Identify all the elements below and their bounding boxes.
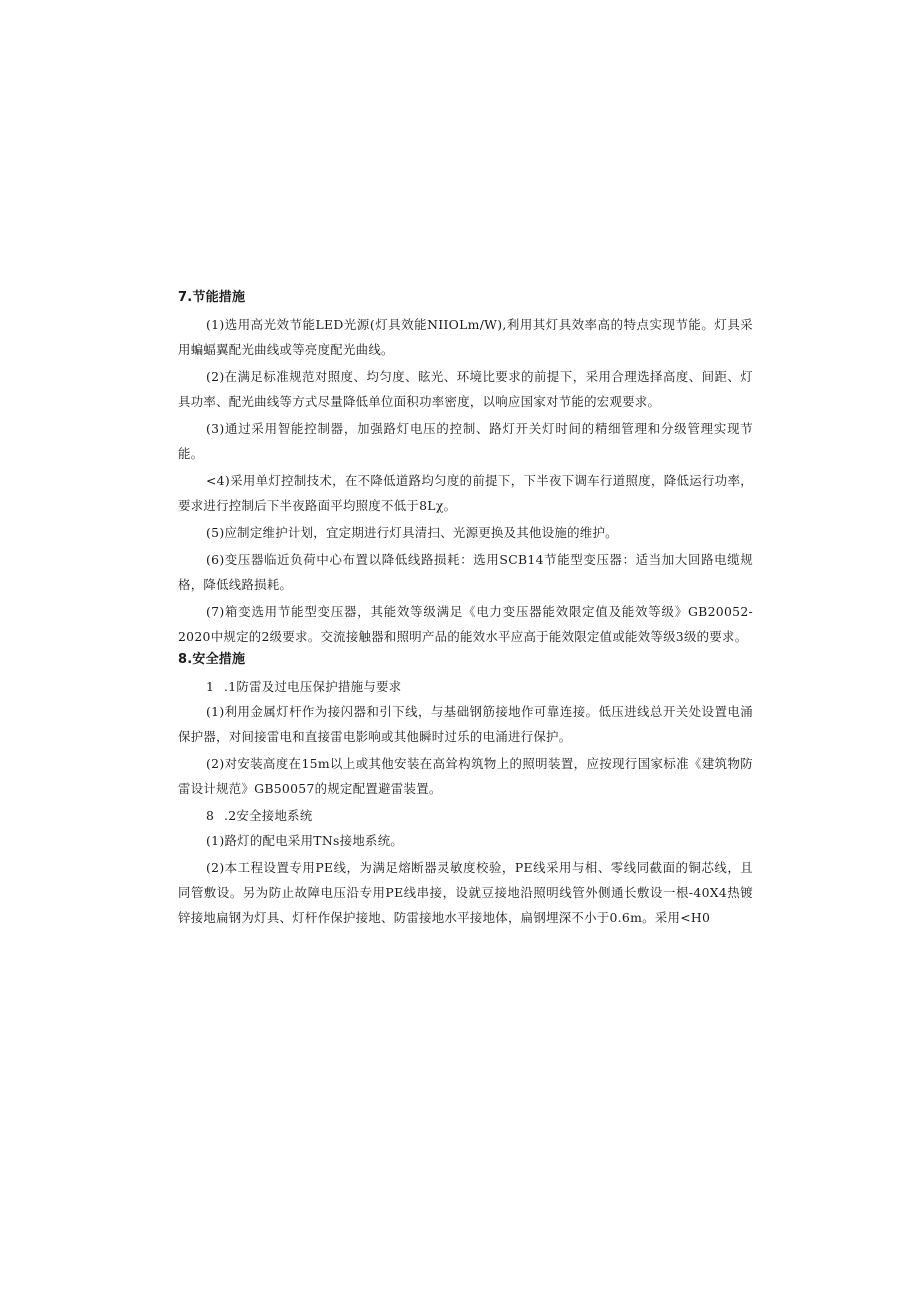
subsection-8-1-number: 1 <box>206 679 215 694</box>
subsection-8-1-title <box>178 674 753 699</box>
subsection-8-2-label: .2安全接地系统 <box>224 808 313 823</box>
section-7-paragraph-3: (3)通过采用智能控制器，加强路灯电压的控制、路灯开关灯时间的精细管理和分级管理实现节能。 <box>178 421 753 461</box>
section-7-paragraph-2: (2)在满足标准规范对照度、均匀度、眩光、环境比要求的前提下，采用合理选择高度、间距、灯具功率、配光曲线等方式尽量降低单位面积功率密度，以响应国家对节能的宏观要求。 <box>178 369 753 409</box>
subsection-8-1-paragraph-1: (1)利用金属灯杆作为接闪器和引下线，与基础钢筋接地作可靠连接。低压进线总开关处设置电涌保护器，对间接雷电和直接雷电影响或其他瞬时过乐的电涌进行保护。 <box>178 704 753 744</box>
subsection-8-1-paragraph-2: (2)对安装高度在15m以上或其他安装在高耸构筑物上的照明装置，应按现行国家标准《建筑物防雷设计规范》GB50057的规定配置避雷装置。 <box>178 756 753 796</box>
subsection-8-1-label: .1防雷及过电压保护措施与要求 <box>224 679 402 694</box>
subsection-8-2-number: 8 <box>206 808 215 823</box>
document-body <box>178 287 753 930</box>
subsection-8-2-title <box>178 803 753 828</box>
section-7-paragraph-4: <4)采用单灯控制技术，在不降低道路均匀度的前提下，下半夜下调车行道照度，降低运行功率，要求进行控制后下半夜路面平均照度不低于8Lχ。 <box>178 473 753 513</box>
section-7-paragraph-7: (7)箱变选用节能型变压器，其能效等级满足《电力变压器能效限定值及能效等级》GB20052-2020中规定的2级要求。交流接触器和照明产品的能效水平应高于能效限定值或能效等级3级的要求。 <box>178 604 753 644</box>
section-7-paragraph-6: (6)变压器临近负荷中心布置以降低线路损耗：选用SCB14节能型变压器：适当加大回路电缆规格，降低线路损耗。 <box>178 552 753 592</box>
subsection-8-2-paragraph-1: (1)路灯的配电采用TNs接地系统。 <box>206 833 404 848</box>
section-7-heading: 7.节能措施 <box>178 290 246 305</box>
section-7-paragraph-1: (1)选用高光效节能LED光源(灯具效能NIIOLm/W),利用其灯具效率高的特点实现节能。灯具采用蝙蝠翼配光曲线或等亮度配光曲线。 <box>178 317 753 357</box>
section-8-heading: 8.安全措施 <box>178 652 246 667</box>
section-7-paragraph-5: (5)应制定维护计划，宜定期进行灯具清扫、光源更换及其他设施的维护。 <box>206 525 618 540</box>
subsection-8-2-paragraph-2: (2)本工程设置专用PE线，为满足熔断器灵敏度校验，PE线采用与相、零线同截面的铜芯线，且同管敷设。另为防止故障电压沿专用PE线串接，设就豆接地沿照明线管外侧通长敷设一根-40X4热镀锌接地扁钢为灯具、灯杆作保护接地、防雷接地水平接地体，扁钢埋深不小于0.6m。采用<H0 <box>178 860 753 925</box>
